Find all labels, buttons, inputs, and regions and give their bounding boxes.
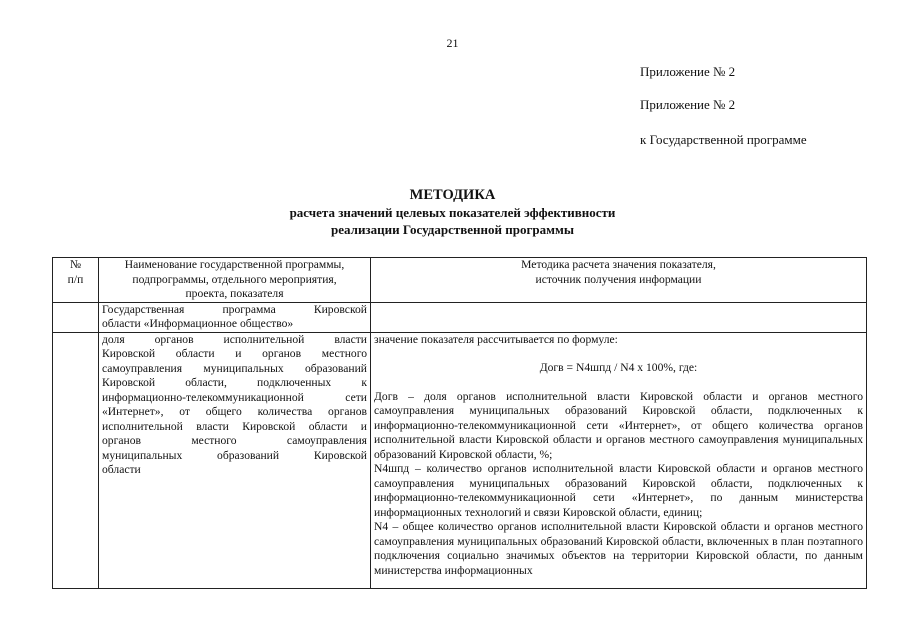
indicator-name-cell <box>99 332 371 588</box>
indicator-number-cell <box>53 332 99 588</box>
appendix-line-3: к Государственной программе <box>640 132 807 147</box>
header-name-line-3: проекта, показателя <box>185 287 284 300</box>
indicator-name-line: Кировской области, подключенных к <box>102 376 367 389</box>
program-name-cell <box>99 302 371 332</box>
definition-dogv: Догв – доля органов исполнительной власти Кировской области и органов местного самоуправления муниципальных образований Кировской области, подключенных к информационно-телекоммуникационной сети «Интернет», от общего количества органов исполнительной власти Кировской области и органов местного самоуправления муниципальных образований Кировской области, %; <box>374 389 863 461</box>
indicator-name-line: Кировской области и органов местного <box>102 347 367 360</box>
page-number: 21 <box>446 36 459 50</box>
header-number-line-1: № <box>69 258 82 271</box>
appendix-line-2: Приложение № 2 <box>640 97 736 112</box>
header-method-line-2: источник получения информации <box>535 272 702 286</box>
document-subtitle-2: реализации Государственной программы <box>331 222 574 237</box>
method-intro: значение показателя рассчитывается по формуле: <box>374 332 618 346</box>
formula: Догв = N4шпд / N4 х 100%, где: <box>539 361 698 374</box>
program-number-cell <box>53 302 99 332</box>
indicator-name-line: «Интернет», от общего количества органов <box>102 405 367 418</box>
program-method-cell <box>371 302 867 332</box>
document-subtitle-1: расчета значений целевых показателей эффективности <box>289 205 616 220</box>
appendix-line-1: Приложение № 2 <box>640 64 736 79</box>
definition-n4shpd: N4шпд – количество органов исполнительной власти Кировской области и органов местного самоуправления муниципальных образований Кировской области, подключенных к информационно-телекоммуникационной сети «Интернет», по данным министерства информационных технологий и связи Кировской области, единиц; <box>374 462 863 519</box>
header-name-line-2: подпрограммы, отдельного мероприятия, <box>132 272 337 286</box>
indicator-method-cell <box>371 332 867 588</box>
program-name-line-2: области «Информационное общество» <box>102 317 294 330</box>
table-row-program <box>53 302 867 332</box>
table-row-indicator <box>53 332 867 588</box>
header-method <box>371 258 867 303</box>
indicator-name-line: органов местного самоуправления <box>102 434 367 447</box>
header-number-line-2: п/п <box>67 272 84 286</box>
header-name-line-1: Наименование государственной программы, <box>124 258 345 271</box>
indicator-name-line: муниципальных образований Кировской <box>102 448 367 462</box>
header-number <box>53 258 99 303</box>
indicator-name-line: доля органов исполнительной власти <box>102 332 367 346</box>
indicator-name-line: самоуправления муниципальных образований <box>102 361 367 375</box>
method-text-container <box>374 333 863 588</box>
program-name-line-1: Государственная программа Кировской <box>102 302 367 316</box>
header-method-line-1: Методика расчета значения показателя, <box>521 258 716 271</box>
indicator-name-line: информационно-телекоммуникационной сети <box>102 390 367 404</box>
indicator-name-last-line: области <box>102 463 141 476</box>
indicator-name-line: исполнительной власти Кировской области и <box>102 419 367 433</box>
header-name <box>99 258 371 303</box>
document-title: МЕТОДИКА <box>409 187 496 203</box>
definition-n4: N4 – общее количество органов исполнительной власти Кировской области и органов местного самоуправления муниципальных образований Кировской области, включенных в план поэтапного подключения социально значимых объектов на территории Кировской области, по данным министерства информационных <box>374 520 863 577</box>
methodology-table <box>52 257 867 589</box>
table-header-row <box>53 258 867 303</box>
